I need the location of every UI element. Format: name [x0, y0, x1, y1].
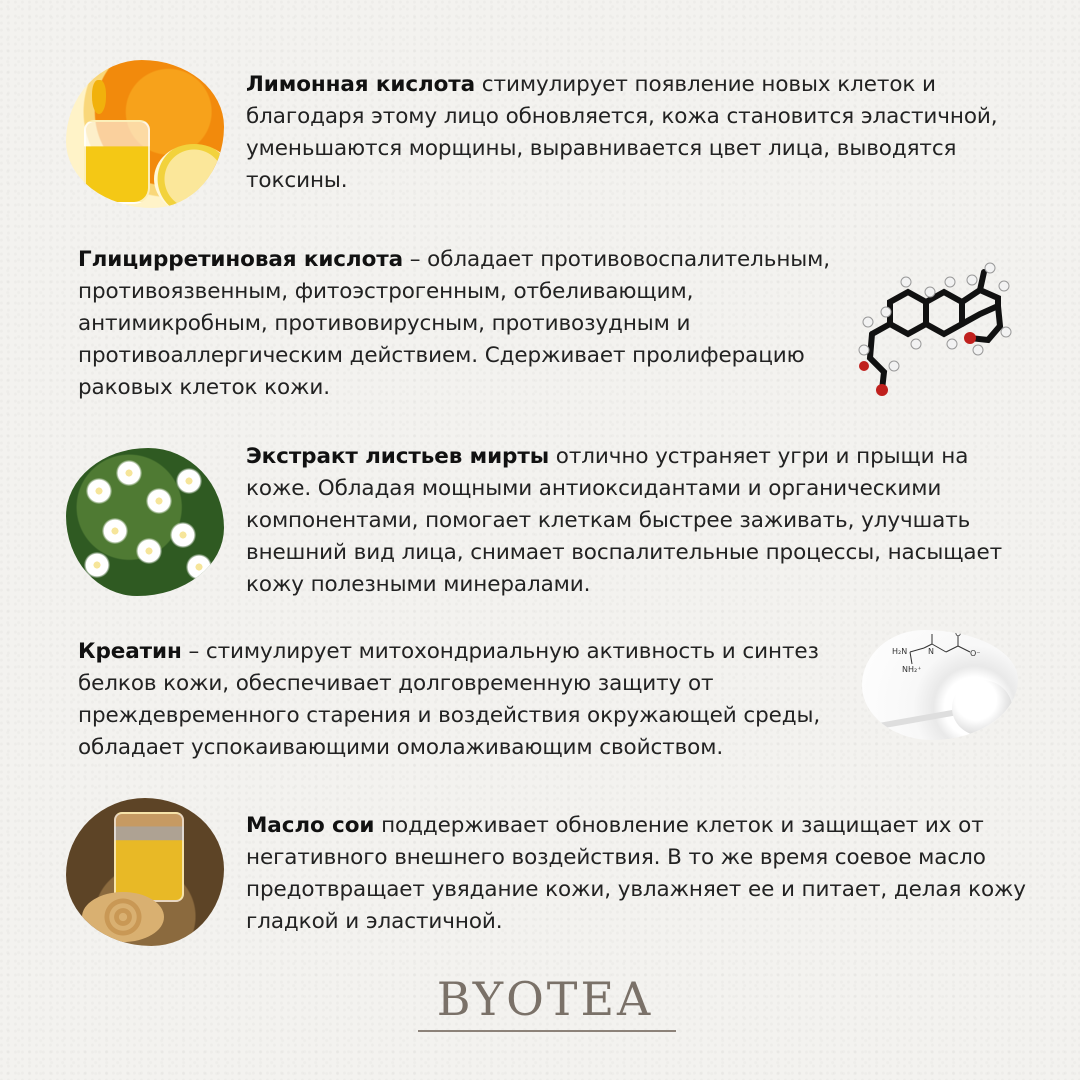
soybeans-bowl: [82, 892, 164, 942]
creatine-formula: [862, 630, 1018, 690]
ingredient-title: Креатин: [78, 639, 182, 664]
ingredient-creatine: [78, 636, 838, 764]
flower: [186, 554, 212, 580]
flower: [102, 518, 128, 544]
ingredient-myrtle-extract: [246, 441, 1036, 601]
oil-vial: [84, 120, 150, 204]
flower: [176, 468, 202, 494]
spoon: [862, 708, 962, 733]
flower: [136, 538, 162, 564]
brand-logo: [400, 972, 690, 1042]
soy-oil-photo: [66, 798, 224, 946]
oil-drop: [92, 80, 106, 114]
logo-text: BYOTEA: [436, 972, 654, 1026]
ingredient-glycyrrhetinic-acid: [78, 244, 848, 404]
powder-pile: [952, 680, 1012, 736]
ingredient-text: – обладает противовоспалительным, противоязвенным, фитоэстрогенным, отбеливающим, антимикробным, противовирусным, противозудным и противоаллергическим действием. Сдерживает пролиферацию раковых клеток кожи.: [78, 247, 831, 400]
oil-jar: [114, 812, 184, 902]
formula-label-o-minus: O⁻: [970, 649, 981, 658]
flower: [146, 488, 172, 514]
formula-label-h2n: H₂N: [892, 647, 908, 656]
formula-label-n: N: [928, 647, 934, 656]
myrtle-flowers-photo: [66, 448, 224, 596]
ingredient-citric-acid: [246, 69, 1036, 197]
formula-label-o: O: [955, 630, 962, 638]
ingredient-soy-oil: [246, 810, 1036, 938]
ingredient-text: отлично устраняет угри и прыщи на коже. Обладая мощными антиоксидантами и органическими компонентами, помогает клеткам быстрее заживать, улучшать внешний вид лица, снимает воспалительные процессы, насыщает кожу полезными минералами.: [246, 444, 1002, 597]
ingredient-title: Масло сои: [246, 813, 375, 838]
logo-underline: [418, 1030, 676, 1032]
creatine-powder-photo: [862, 630, 1018, 740]
ingredient-text: поддерживает обновление клеток и защищает их от негативного внешнего воздействия. В то же время соевое масло предотвращает увядание кожи, увлажняет ее и питает, делая кожу гладкой и эластичной.: [246, 813, 1026, 934]
flower: [84, 552, 110, 578]
flower: [170, 522, 196, 548]
lemon-photo: [66, 60, 224, 208]
ingredient-text: – стимулирует митохондриальную активность и синтез белков кожи, обеспечивает долговременную защиту от преждевременного старения и воздействия окружающей среды, обладает успокаивающими омолаживающим свойством.: [78, 639, 821, 760]
ingredient-title: Глицирретиновая кислота: [78, 247, 404, 272]
ingredient-title: Экстракт листьев мирты: [246, 444, 550, 469]
lemon-slice: [154, 144, 224, 208]
flower: [86, 478, 112, 504]
ingredient-text: стимулирует появление новых клеток и благодаря этому лицо обновляется, кожа становится эластичной, уменьшаются морщины, выравнивается цвет лица, выводятся токсины.: [246, 72, 998, 193]
ingredient-title: Лимонная кислота: [246, 72, 476, 97]
molecule-model-icon: [860, 262, 1010, 397]
flower: [116, 460, 142, 486]
formula-label-nh2: NH₂⁺: [902, 665, 922, 674]
